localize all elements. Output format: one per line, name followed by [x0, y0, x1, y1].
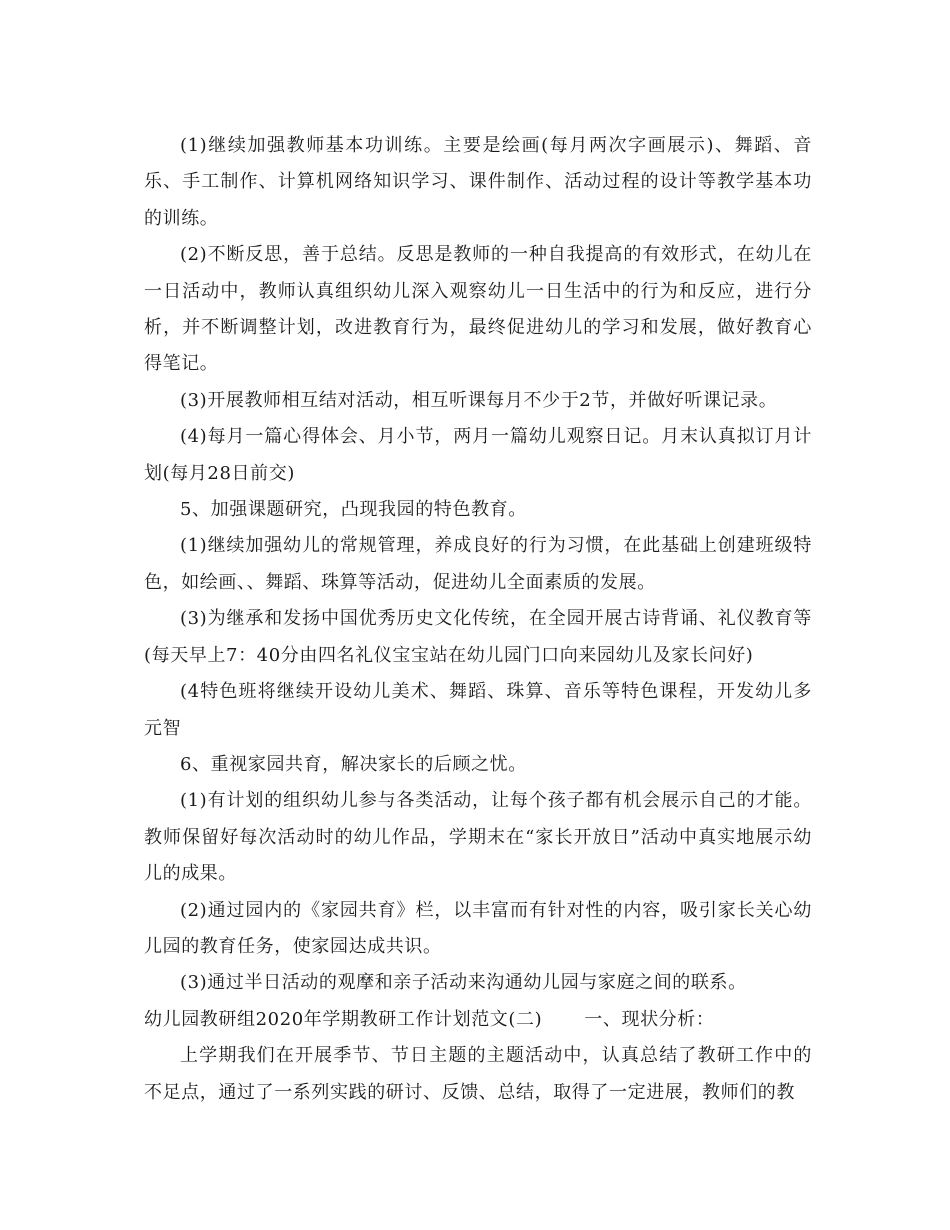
- paragraph-12: (3)通过半日活动的观摩和亲子活动来沟通幼儿园与家庭之间的联系。: [180, 972, 747, 994]
- paragraph-7: (3)为继承和发扬中国优秀历史文化传统，在全园开展古诗背诵、礼仪教育等(每天早上7：40分由四名礼仪宝宝站在幼儿园门口向来园幼儿及家长问好): [144, 608, 812, 666]
- paragraph-3: (3)开展教师相互结对活动，相互听课每月不少于2节，并做好听课记录。: [180, 389, 778, 411]
- paragraph-4: (4)每月一篇心得体会、月小节，两月一篇幼儿观察日记。月末认真拟订月计划(每月28日前交): [144, 426, 812, 484]
- section-heading-line: [144, 1002, 812, 1038]
- paragraph-5: 5、加强课题研究，凸现我园的特色教育。: [180, 499, 527, 521]
- paragraph-9: 6、重视家园共育，解决家长的后顾之忧。: [180, 753, 527, 775]
- paragraph-1: (1)继续加强教师基本功训练。主要是绘画(每月两次字画展示)、舞蹈、音乐、手工制作、计算机网络知识学习、课件制作、活动过程的设计等教学基本功的训练。: [144, 135, 812, 229]
- paragraph-10: (1)有计划的组织幼儿参与各类活动，让每个孩子都有机会展示自己的才能。教师保留好每次活动时的幼儿作品，学期末在“家长开放日”活动中真实地展示幼儿的成果。: [144, 790, 812, 885]
- paragraph-6: (1)继续加强幼儿的常规管理，养成良好的行为习惯，在此基础上创建班级特色，如绘画、、舞蹈、珠算等活动，促进幼儿全面素质的发展。: [144, 535, 812, 593]
- paragraph-last: 上学期我们在开展季节、节日主题的主题活动中，认真总结了教研工作中的不足点，通过了一系列实践的研讨、反馈、总结，取得了一定进展，教师们的教: [144, 1045, 812, 1103]
- section-title: 幼儿园教研组2020年学期教研工作计划范文(二): [144, 1008, 543, 1030]
- section-subheading: 一、现状分析：: [584, 1008, 715, 1030]
- paragraph-2: (2)不断反思，善于总结。反思是教师的一种自我提高的有效形式，在幼儿在一日活动中，教师认真组织幼儿深入观察幼儿一日生活中的行为和反应，进行分析，并不断调整计划，改进教育行为，最终促进幼儿的学习和发展，做好教育心得笔记。: [144, 244, 812, 375]
- document-body: [144, 128, 812, 1111]
- paragraph-8: (4特色班将继续开设幼儿美术、舞蹈、珠算、音乐等特色课程，开发幼儿多元智: [144, 681, 812, 739]
- paragraph-11: (2)通过园内的《家园共育》栏，以丰富而有针对性的内容，吸引家长关心幼儿园的教育任务，使家园达成共识。: [144, 899, 812, 957]
